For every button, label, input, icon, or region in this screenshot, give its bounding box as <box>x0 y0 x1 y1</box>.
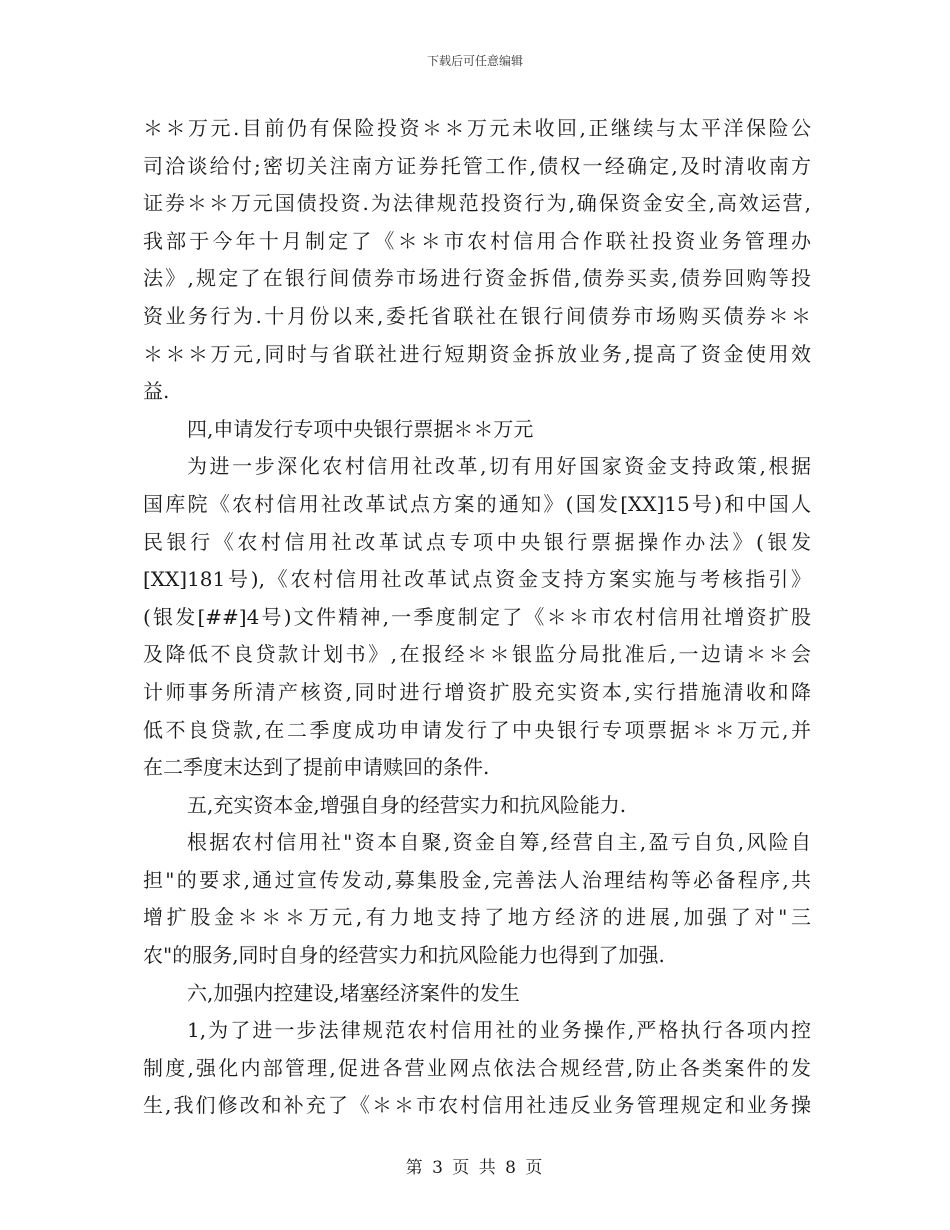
text-line: 1,为了进一步法律规范农村信用社的业务操作,严格执行各项内控 <box>187 1018 811 1043</box>
text-line: 担"的要求,通过宣传发动,募集股金,完善法人治理结构等必备程序,共 <box>143 867 811 892</box>
text-line: 在二季度末达到了提前申请赎回的条件. <box>143 755 490 780</box>
page-header: 下载后可任意编辑 <box>426 54 523 68</box>
text-line: ＊＊＊万元,同时与省联社进行短期资金拆放业务,提高了资金使用效 <box>143 341 811 366</box>
text-line: 民银行《农村信用社改革试点专项中央银行票据操作办法》(银发 <box>143 529 811 554</box>
text-line: 我部于今年十月制定了《＊＊市农村信用合作联社投资业务管理办 <box>143 228 811 253</box>
text-line: 司洽谈给付;密切关注南方证券托管工作,债权一经确定,及时清收南方 <box>143 153 811 178</box>
text-line: [XX]181号),《农村信用社改革试点资金支持方案实施与考核指引》 <box>143 567 811 592</box>
text-line: 低不良贷款,在二季度成功申请发行了中央银行专项票据＊＊万元,并 <box>143 717 811 742</box>
text-line: 资业务行为.十月份以来,委托省联社在银行间债券市场购买债券＊＊ <box>143 303 811 328</box>
text-line: 益. <box>143 379 170 404</box>
page-number-footer: 第 3 页 共 8 页 <box>405 1158 545 1178</box>
section-heading: 四,申请发行专项中央银行票据＊＊万元 <box>187 416 534 441</box>
text-line: 国库院《农村信用社改革试点方案的通知》(国发[XX]15号)和中国人 <box>143 491 811 516</box>
text-line: 证券＊＊万元国债投资.为法律规范投资行为,确保资金安全,高效运营, <box>143 191 811 216</box>
section-heading: 六,加强内控建设,堵塞经济案件的发生 <box>187 980 520 1005</box>
text-line: ＊＊万元.目前仍有保险投资＊＊万元未收回,正继续与太平洋保险公 <box>143 116 811 140</box>
text-line: 计师事务所清产核资,同时进行增资扩股充实资本,实行措施清收和降 <box>143 679 811 704</box>
text-line: 为进一步深化农村信用社改革,切有用好国家资金支持政策,根据 <box>187 454 811 479</box>
text-line: 根据农村信用社"资本自聚,资金自筹,经营自主,盈亏自负,风险自 <box>187 830 811 855</box>
body-text <box>143 110 811 1125</box>
text-line: 农"的服务,同时自身的经营实力和抗风险能力也得到了加强. <box>143 943 665 968</box>
text-line: 法》,规定了在银行间债券市场进行资金拆借,债券买卖,债券回购等投 <box>143 266 811 291</box>
text-line: 增扩股金＊＊＊万元,有力地支持了地方经济的进展,加强了对"三 <box>143 905 811 930</box>
text-line: 生,我们修改和补充了《＊＊市农村信用社违反业务管理规定和业务操 <box>143 1093 811 1118</box>
section-heading: 五,充实资本金,增强自身的经营实力和抗风险能力. <box>187 792 627 817</box>
text-line: 制度,强化内部管理,促进各营业网点依法合规经营,防止各类案件的发 <box>143 1055 811 1080</box>
text-line: (银发[##]4号)文件精神,一季度制定了《＊＊市农村信用社增资扩股 <box>143 604 811 629</box>
text-line: 及降低不良贷款计划书》,在报经＊＊银监分局批准后,一边请＊＊会 <box>143 642 811 667</box>
